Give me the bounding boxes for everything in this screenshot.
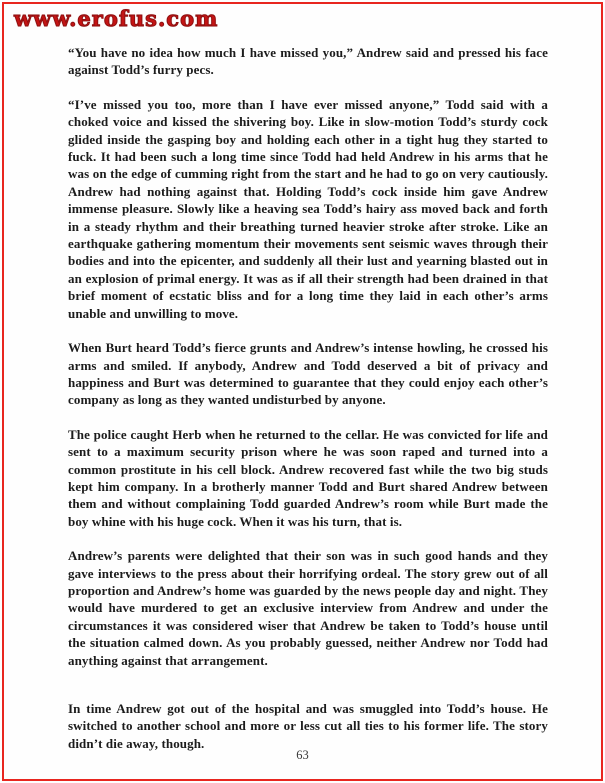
story-paragraph: “You have no idea how much I have missed you,” Andrew said and pressed his face against Todd’s furry pecs.	[68, 45, 548, 78]
story-paragraph: Andrew’s parents were delighted that their son was in such good hands and they gave interviews to the press about their horrifying ordeal. The story grew out of all proportion and Andrew’s home was guarded by the news people day and night. They would have murdered to get an exclusive interview from Andrew and under the circumstances it was considered wiser that Andrew be taken to Todd’s house until the situation calmed down. As you probably guessed, neither Andrew nor Todd had anything against that arrangement.	[68, 548, 548, 668]
story-paragraph: “I’ve missed you too, more than I have ever missed anyone,” Todd said with a choked voice and kissed the shivering boy. Like in slow-motion Todd’s sturdy cock glided inside the gasping boy and holding each other in a tight hug they started to fuck. It had been such a long time since Todd had held Andrew in his arms that he was on the edge of cumming right from the start and he had to go on very cautiously. Andrew had nothing against that. Holding Todd’s cock inside him gave Andrew immense pleasure. Slowly like a heaving sea Todd’s hairy ass moved back and forth in a steady rhythm and their breathing turned heavier stroke after stroke. Like an earthquake gathering momentum their movements sent seismic waves through their bodies and into the epicenter, and suddenly all their lust and yearning blasted out in an explosion of primal energy. It was as if all their strength had been drained in that brief moment of ecstatic bliss and for a long time they laid in each other’s arms unable and unwilling to move.	[68, 96, 548, 321]
erofus-watermark: www.erofus.com	[14, 6, 219, 31]
story-paragraph: The police caught Herb when he returned to the cellar. He was convicted for life and sent to a maximum security prison where he was soon raped and turned into a common prostitute in his cell block. Andrew recovered fast while the two big studs kept him company. In a brotherly manner Todd and Burt shared Andrew between them and without complaining Todd guarded Andrew’s room while Burt made the boy whine with his huge cock. When it was his turn, that is.	[68, 426, 548, 529]
page-number: 63	[296, 748, 309, 762]
story-paragraph: When Burt heard Todd’s fierce grunts and Andrew’s intense howling, he crossed his arms and smiled. If anybody, Andrew and Todd deserved a bit of privacy and happiness and Burt was determined to guarantee that they could enjoy each other’s company as long as they wanted undisturbed by anyone.	[68, 340, 548, 408]
story-paragraph: In time Andrew got out of the hospital and was smuggled into Todd’s house. He switched to another school and more or less cut all ties to his former life. The story didn’t die away, though.	[68, 701, 548, 751]
story-text-block	[68, 44, 548, 769]
